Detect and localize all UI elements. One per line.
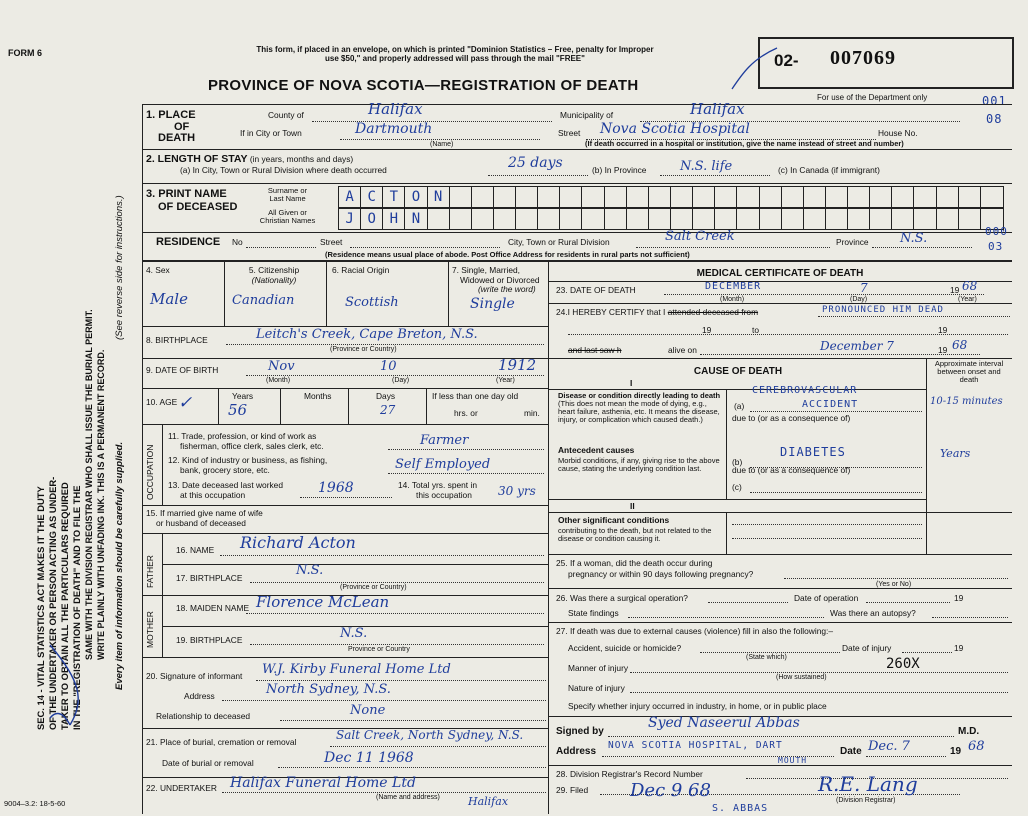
accident-label: Accident, suicide or homicide? [568,643,682,653]
father-name-label: 16. NAME [176,545,215,555]
surname-cell [826,187,848,207]
operation-nineteen: 19 [954,593,964,603]
form-number: FORM 6 [8,48,43,58]
surname-cell [649,187,671,207]
surname-cells [338,186,1004,208]
q25-yes-no: (Yes or No) [876,581,912,588]
given-cell [804,209,826,229]
surname-cell [782,187,804,207]
surname-cell [671,187,693,207]
due-to-label-1: due to (or as a consequence of) [732,413,851,423]
occupation-side-label: OCCUPATION [145,444,155,500]
stay-b-label: (b) In Province [592,165,647,175]
mother-name-value: Florence McLean [256,593,390,611]
form-code: 9004–3.2: 18-5-60 [4,799,66,808]
given-cell [516,209,538,229]
side-note-1: SEC. 14 - VITAL STATISTICS ACT MAKES IT THE DUTY [35,486,46,730]
residence-no-label: No [232,237,243,247]
stay-b-value: N.S. life [680,159,733,174]
last-saw-label: and last saw h [568,345,622,355]
q25b-label: pregnancy or within 90 days following pregnancy? [568,569,754,579]
surname-cell [848,187,870,207]
envelope-note-line2: use $50," and properly addressed will pass through the mail "FREE" [325,53,585,63]
autopsy-label: Was there an autopsy? [830,608,916,618]
birthplace-sub: (Province or Country) [330,346,397,353]
date-label: Date [840,746,862,757]
death-year-prefix: 19 [950,285,960,295]
dob-day: 10 [380,359,397,374]
surname-cell [937,187,959,207]
surname-cell [605,187,627,207]
surname-field-label: Surname or Last Name [267,186,308,204]
undertaker-sub: (Name and address) [376,794,440,801]
signed-by-value: Syed Naseerul Abbas [648,715,800,731]
father-name-value: Richard Acton [240,533,356,552]
age-days-value: 27 [380,403,396,417]
marital-label: 7. Single, Married, Widowed or Divorced (write the word) [452,265,540,295]
age-days-label: Days [376,391,396,401]
antecedent-sub: Morbid conditions, if any, giving rise to the above cause, stating the underlying condition last. [558,456,720,474]
address-value: NOVA SCOTIA HOSPITAL, DART [608,740,783,751]
county-value: Halifax [368,100,423,118]
cause-a-line2: ACCIDENT [802,399,859,410]
given-cell [892,209,914,229]
given-names-field-label: All Given or Christian Names [259,208,316,226]
relationship-label: Relationship to deceased [156,711,251,721]
informant-address-label: Address [184,691,215,701]
age-years-value: 56 [228,401,248,419]
age-months-label: Months [304,391,332,401]
side-note-2: OF THE UNDERTAKER OR PERSON ACTING AS UNDER- [47,476,58,730]
slash-mark [722,44,792,94]
marital-value: Single [470,296,515,312]
surname-cell [538,187,560,207]
racial-origin-value: Scottish [345,295,399,310]
date-year: 68 [968,739,985,754]
side-note-6: WRITE PLAINLY WITH UNFADING INK. THIS IS A PERMANENT RECORD. [96,349,106,660]
given-cell [693,209,715,229]
residence-label: RESIDENCE [156,236,221,248]
burial-place-value: Salt Creek, North Sydney, N.S. [336,728,524,742]
other-significant-sub: contributing to the death, but not related to the disease or condition causing it. [558,526,712,544]
cause-b-label: (b) [732,457,743,467]
signature-stamp: S. ABBAS [712,803,769,814]
q12-value: Self Employed [395,457,491,472]
father-birthplace-sub: (Province or Country) [340,584,407,591]
interval-a: 10-15 minutes [930,396,1003,407]
dob-month: Nov [268,359,295,374]
sex-value: Male [150,290,188,308]
given-cell [737,209,759,229]
registration-number: 007069 [830,47,896,69]
q14-value: 30 yrs [498,484,536,498]
side-instructions: (See reverse side for instructions.) [114,195,125,340]
death-day-sub: (Day) [850,296,868,303]
surname-cell: T [383,187,405,207]
death-date-label: 23. DATE OF DEATH [556,285,636,295]
address-value-2: MOUTH [778,756,808,765]
state-findings-label: State findings [568,608,619,618]
alive-on-nineteen: 19 [938,345,948,355]
envelope-note [170,46,740,64]
father-side-label: FATHER [145,555,155,588]
surname-cell [472,187,494,207]
date-value: Dec. 7 [868,739,910,754]
surname-cell: O [405,187,427,207]
stay-c-label: (c) In Canada (if immigrant) [778,165,880,175]
given-cell [715,209,737,229]
mother-birthplace-value: N.S. [340,626,368,641]
age-check-mark: ✓ [178,393,193,413]
residence-code-1: 000 [985,225,1008,238]
surname-cell [870,187,892,207]
how-sustained-sub: (How sustained) [776,674,827,681]
given-cell [937,209,959,229]
given-cell: O [361,209,383,229]
cause-c-label: (c) [732,482,742,492]
surname-cell [760,187,782,207]
q25-label: 25. If a woman, did the death occur during [556,558,713,568]
less-than-day-label: If less than one day old [432,391,519,401]
given-cell [959,209,981,229]
surname-cell [582,187,604,207]
city-label: If in City or Town [240,128,302,138]
given-cell [848,209,870,229]
relationship-value: None [350,703,386,718]
surname-cell [715,187,737,207]
given-cell [914,209,936,229]
dept-code-2: 08 [986,112,1003,126]
given-cell [494,209,516,229]
dob-label: 9. DATE OF BIRTH [146,365,219,375]
street-value: Nova Scotia Hospital [600,121,750,137]
death-month: DECEMBER [705,281,762,292]
dob-month-sub: (Month) [266,377,291,384]
given-cell [560,209,582,229]
surname-cell [804,187,826,207]
residence-city-value: Salt Creek [665,229,735,244]
residence-street-label: Street [320,237,343,247]
pronounced-text: PRONOUNCED HIM DEAD [822,305,944,315]
given-cell [428,209,450,229]
q11-label: 11. Trade, profession, or kind of work as fisherman, office clerk, sales clerk, etc. [168,431,324,451]
deceased-name-label: 3. PRINT NAME OF DECEASED [146,188,238,214]
certify-nineteen-2: 19 [938,325,948,335]
date-of-operation-label: Date of operation [794,593,859,603]
cause-b-value: DIABETES [780,445,846,459]
surname-cell: C [361,187,383,207]
given-cell: H [383,209,405,229]
mother-name-label: 18. MAIDEN NAME [176,603,250,613]
given-cell [605,209,627,229]
residence-province-label: Province [836,237,869,247]
certify-to: to [752,325,759,335]
age-years-label: Years [232,391,254,401]
death-day: 7 [860,281,868,295]
residence-province-value: N.S. [900,231,928,246]
street-label: Street [558,128,581,138]
q14-label: 14. Total yrs. spent in this occupation [398,480,477,500]
dept-use-label: For use of the Department only [817,93,928,102]
residence-code-2: 03 [988,240,1004,253]
citizenship-label: 5. Citizenship (Nationality) [248,265,300,285]
death-month-sub: (Month) [720,296,745,303]
surname-cell [516,187,538,207]
specify-label: Specify whether injury occurred in industry, in home, or in public place [568,701,827,711]
cause-of-death-title: CAUSE OF DEATH [693,366,783,377]
surname-cell: A [339,187,361,207]
given-cell: J [339,209,361,229]
surname-cell [737,187,759,207]
county-label: County of [268,110,304,120]
state-which-sub: (State which) [746,654,787,661]
given-cell [582,209,604,229]
other-significant-label: Other significant conditions [558,515,670,525]
alive-on-date: December 7 [820,339,894,353]
death-year-sub: (Year) [958,296,977,303]
side-careful-note: Every item of information should be carefully supplied. [114,441,125,690]
interval-b: Years [940,447,971,460]
q29-label: 29. Filed [556,785,589,795]
institution-note: (If death occurred in a hospital or institution, give the name instead of street and number) [585,139,904,148]
given-name-cells [338,208,1004,230]
death-year: 68 [962,279,978,293]
disease-label: Disease or condition directly leading to death (This does not mean the mode of dying, e.g., heart failure, asthenia, etc. It means the disease, injury, or complication which caused death.) [558,391,721,425]
citizenship-value: Canadian [232,293,295,308]
due-to-label-2: due to (or as a consequence of) [732,465,851,475]
surname-cell [981,187,1003,207]
antecedent-label: Antecedent causes [558,445,635,455]
mother-birthplace-label: 19. BIRTHPLACE [176,635,243,645]
given-cell [472,209,494,229]
stay-a-label: (a) In City, Town or Rural Division where death occurred [180,165,387,175]
registration-number-box [758,37,1014,89]
given-cell: N [405,209,427,229]
surname-cell [627,187,649,207]
cause-a-line1: CEREBROVASCULAR [752,385,858,396]
surname-cell [560,187,582,207]
burial-date-label: Date of burial or removal [162,758,254,768]
filed-date: Dec 9 68 [630,780,711,801]
spouse-label: 15. If married give name of wife or husband of deceased [146,508,263,528]
municipality-label: Municipality of [560,110,614,120]
manner-label: Manner of injury [568,663,629,673]
father-birthplace-value: N.S. [296,563,324,578]
sex-label: 4. Sex [146,265,170,275]
signed-by-label: Signed by [556,726,604,737]
address-label: Address [556,746,597,757]
surname-cell [693,187,715,207]
place-of-death-label: 1. PLACE OF DEATH [146,109,196,145]
undertaker-value: Halifax Funeral Home Ltd [230,775,416,791]
given-cell [627,209,649,229]
surname-cell [494,187,516,207]
registrar-signature: R.E. Lang [818,772,918,796]
surname-cell [959,187,981,207]
interval-header: Approximate interval between onset and death [934,359,1004,384]
registration-prefix: 02- [774,51,799,70]
checkmark-scribble [40,640,100,740]
mother-birthplace-sub: Province or Country [348,646,410,653]
given-cell [538,209,560,229]
informant-label: 20. Signature of informant [146,671,243,681]
roman-two: II [630,501,635,511]
informant-value: W.J. Kirby Funeral Home Ltd [262,662,451,677]
registrar-sub: (Division Registrar) [836,797,896,804]
alive-on-label: alive on [668,345,697,355]
certify-label: 24.I HEREBY CERTIFY that I attended deceased from [556,307,759,317]
given-cell [782,209,804,229]
residence-note: (Residence means usual place of abode. Post Office Address for residents in rural parts not sufficient) [325,250,690,259]
q13-value: 1968 [318,480,354,496]
informant-address-value: North Sydney, N.S. [266,682,391,697]
surname-cell [450,187,472,207]
q27-label: 27. If death was due to external causes (violence) fill in also the following:– [556,626,833,636]
dept-code-1: 001 [982,94,1007,108]
dob-day-sub: (Day) [392,377,410,384]
city-name-sub: (Name) [430,141,454,148]
given-cell [760,209,782,229]
residence-city-label: City, Town or Rural Division [508,237,610,247]
city-value: Dartmouth [355,121,433,137]
date-of-injury-label: Date of injury [842,643,892,653]
date-year-prefix: 19 [950,746,962,757]
min-label: min. [524,408,540,418]
q11-value: Farmer [420,433,469,448]
side-note-5: SAME WITH THE DIVISION REGISTRAR WHO SHALL ISSUE THE BURIAL PERMIT. [84,309,94,660]
nature-label: Nature of injury [568,683,625,693]
page-title: PROVINCE OF NOVA SCOTIA—REGISTRATION OF DEATH [208,77,639,94]
injury-nineteen: 19 [954,643,964,653]
alive-on-year: 68 [952,338,968,352]
burial-label: 21. Place of burial, cremation or removal [146,737,297,747]
q13-label: 13. Date deceased last worked at this occupation [168,480,283,500]
mother-side-label: MOTHER [145,611,155,648]
birthplace-value: Leitch's Creek, Cape Breton, N.S. [256,327,478,342]
dob-year: 1912 [498,356,537,374]
md-label: M.D. [958,726,980,737]
house-label: House No. [878,128,918,138]
given-cell [826,209,848,229]
dob-year-sub: (Year) [496,377,515,384]
q26-label: 26. Was there a surgical operation? [556,593,688,603]
side-note-3: TAKER TO OBTAIN ALL THE PARTICULARS REQUIRED [59,482,70,730]
given-cell [450,209,472,229]
certify-nineteen: 19 [702,325,712,335]
undertaker-city: Halifax [468,795,509,808]
stay-label: 2. LENGTH OF STAY (in years, months and days) [146,153,354,165]
roman-one: I [630,378,633,388]
surname-cell [892,187,914,207]
father-birthplace-label: 17. BIRTHPLACE [176,573,243,583]
medical-certificate-title: MEDICAL CERTIFICATE OF DEATH [696,268,864,279]
manner-value: 260X [886,656,920,672]
given-cell [649,209,671,229]
age-label: 10. AGE [146,397,178,407]
given-cell [870,209,892,229]
birthplace-label: 8. BIRTHPLACE [146,335,208,345]
surname-cell [914,187,936,207]
burial-date-value: Dec 11 1968 [324,750,414,766]
stay-a-value: 25 days [508,155,563,171]
undertaker-label: 22. UNDERTAKER [146,783,217,793]
surname-cell: N [428,187,450,207]
municipality-value: Halifax [690,100,745,118]
racial-origin-label: 6. Racial Origin [332,265,390,275]
side-note-4: IN THE "REGISTRATION OF DEATH" AND TO FILE THE [71,485,82,730]
q12-label: 12. Kind of industry or business, as fishing, bank, grocery store, etc. [168,455,328,475]
cause-a-label: (a) [734,401,745,411]
given-cell [671,209,693,229]
q28-label: 28. Division Registrar's Record Number [556,769,703,779]
envelope-note-line1: This form, if placed in an envelope, on which is printed "Dominion Statistics – Free, penalty for Improper [256,45,654,54]
hrs-label: hrs. or [454,408,478,418]
